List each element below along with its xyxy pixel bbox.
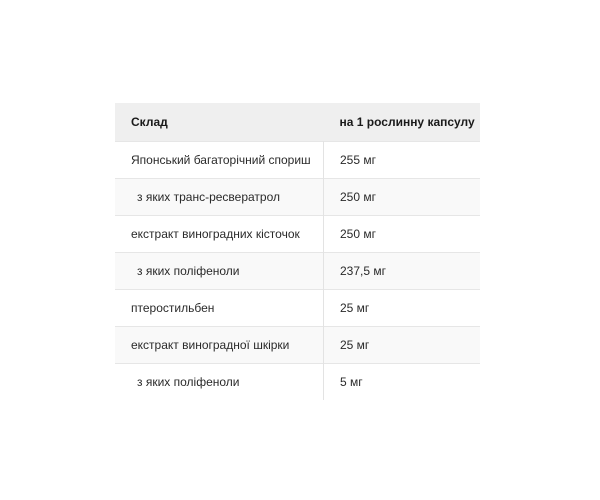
ingredient-amount: 250 мг xyxy=(324,216,481,253)
table-header-row xyxy=(115,103,480,142)
ingredient-name: з яких транс-ресвератрол xyxy=(115,179,324,216)
ingredient-amount: 237,5 мг xyxy=(324,253,481,290)
ingredient-amount: 250 мг xyxy=(324,179,481,216)
ingredient-name: з яких поліфеноли xyxy=(115,253,324,290)
table-row xyxy=(115,253,480,290)
ingredient-name: Японський багаторічний спориш xyxy=(115,142,324,179)
table-row xyxy=(115,142,480,179)
ingredient-amount: 25 мг xyxy=(324,327,481,364)
ingredient-amount: 5 мг xyxy=(324,364,481,401)
table-row xyxy=(115,364,480,401)
header-composition: Склад xyxy=(115,103,324,142)
ingredient-name: птеростильбен xyxy=(115,290,324,327)
table-row xyxy=(115,216,480,253)
table-row xyxy=(115,290,480,327)
header-per-capsule: на 1 рослинну капсулу xyxy=(324,103,481,142)
table-row xyxy=(115,179,480,216)
ingredient-amount: 25 мг xyxy=(324,290,481,327)
composition-table xyxy=(115,103,480,400)
ingredient-name: з яких поліфеноли xyxy=(115,364,324,401)
ingredient-amount: 255 мг xyxy=(324,142,481,179)
table-row xyxy=(115,327,480,364)
ingredient-name: екстракт виноградної шкірки xyxy=(115,327,324,364)
ingredient-name: екстракт виноградних кісточок xyxy=(115,216,324,253)
